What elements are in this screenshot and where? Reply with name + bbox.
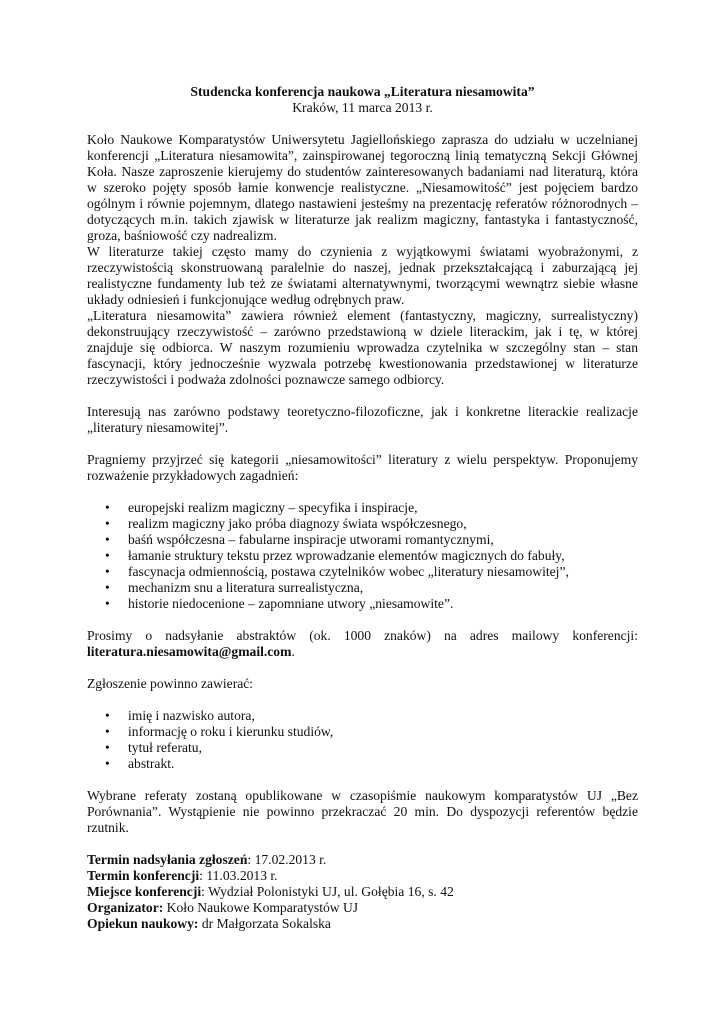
bullet-icon: •: [105, 756, 110, 771]
detail-label: Termin konferencji: [87, 868, 200, 883]
detail-row-organizer: [87, 900, 638, 916]
detail-label: Opiekun naukowy:: [87, 916, 199, 931]
intro-paragraph-2: W literaturze takiej często mamy do czynienia z wyjątkowymi światami wyobrażonymi, z rzeczywistością skonstruowaną paralelnie do naszej, jednak przekształcającą i zaburzającą jej realistyczne fundamenty lub też ze światami alternatywnymi, tworzącymi wewnątrz siebie własne układy odniesień i funkcjonujące według odrębnych praw.: [87, 244, 638, 307]
detail-row-deadline: [87, 852, 638, 868]
submission-item-text: imię i nazwisko autora,: [128, 708, 255, 723]
topic-text: historie niedocenione – zapomniane utwory „niesamowite”.: [128, 596, 454, 611]
intro-paragraph-1: Koło Naukowe Komparatystów Uniwersytetu Jagiellońskiego zaprasza do udziału w uczelnianej konferencji „Literatura niesamowita”, zainspirowanej tegoroczną linią tematyczną Sekcji Głównej Koła. Nasze zaproszenie kierujemy do studentów zainteresowanych badaniami nad literaturą, która w szeroko pojęty sposób łamie konwencje realistyczne. „Niesamowitość” jest pojęciem bardzo ogólnym i równie pojemnym, dlatego nastawieni jesteśmy na prezentację referatów różnorodnych – dotyczących m.in. takich zjawisk w literaturze jak realizm magiczny, fantastyka i fantastyczność, groza, baśniowość czy nadrealizm.: [87, 132, 638, 243]
publication-paragraph: Wybrane referaty zostaną opublikowane w czasopiśmie naukowym komparatystów UJ „Bez Porównania”. Wystąpienie nie powinno przekraczać 20 min. Do dyspozycji referentów będzie rzutnik.: [87, 788, 638, 835]
intro-paragraph-3: „Literatura niesamowita” zawiera również element (fantastyczny, magiczny, surrealistyczny) dekonstruujący rzeczywistość – zarówno przedstawioną w dziele literackim, jak i tę, w której znajduje się odbiorca. W naszym rozumieniu wprowadza czytelnika w szczególny stan – stan fascynacji, który jednocześnie wyzwala potrzebę kwestionowania przedstawionej w literaturze rzeczywistości i podważa zdolności poznawcze samego odbiorcy.: [87, 308, 638, 387]
abstract-end: .: [291, 644, 295, 659]
detail-label: Termin nadsyłania zgłoszeń: [87, 852, 248, 867]
topics-list: [87, 500, 638, 612]
detail-sep: :: [247, 852, 255, 867]
topic-text: fascynacja odmiennością, postawa czytelników wobec „literatury niesamowitej”,: [128, 564, 569, 579]
list-item: [87, 756, 638, 772]
interest-paragraph: Interesują nas zarówno podstawy teoretyczno-filozoficzne, jak i konkretne literackie realizacje „literatury niesamowitej”.: [87, 404, 638, 435]
bullet-icon: •: [105, 500, 110, 515]
bullet-icon: •: [105, 548, 110, 563]
detail-row-venue: [87, 884, 638, 900]
topics-intro: Pragniemy przyjrzeć się kategorii „niesamowitości” literatury z wielu perspektyw. Proponujemy rozważenie przykładowych zagadnień:: [87, 452, 638, 483]
topic-text: łamanie struktury tekstu przez wprowadzanie elementów magicznych do fabuły,: [128, 548, 565, 563]
bullet-icon: •: [105, 740, 110, 755]
list-item: [87, 532, 638, 548]
detail-row-date: [87, 868, 638, 884]
submission-item-text: abstrakt.: [128, 756, 175, 771]
document-title: Studencka konferencja naukowa „Literatura niesamowita”: [190, 84, 535, 99]
detail-sep: :: [199, 868, 207, 883]
bullet-icon: •: [105, 564, 110, 579]
submission-item-text: tytuł referatu,: [128, 740, 202, 755]
detail-row-supervisor: [87, 916, 638, 932]
bullet-icon: •: [105, 596, 110, 611]
list-item: [87, 708, 638, 724]
list-item: [87, 548, 638, 564]
email-address[interactable]: literatura.niesamowita@gmail.com: [87, 644, 292, 659]
detail-value: Koło Naukowe Komparatystów UJ: [166, 900, 359, 915]
list-item: [87, 564, 638, 580]
abstract-text: Prosimy o nadsyłanie abstraktów (ok. 1000 znaków) na adres mailowy konferencji:: [87, 628, 638, 643]
topic-text: europejski realizm magiczny – specyfika i inspiracje,: [128, 500, 418, 515]
detail-value: 11.03.2013 r.: [206, 868, 278, 883]
detail-label: Organizator:: [87, 900, 164, 915]
abstract-paragraph: [87, 628, 638, 660]
list-item: [87, 580, 638, 596]
list-item: [87, 596, 638, 612]
detail-value: 17.02.2013 r.: [254, 852, 327, 867]
bullet-icon: •: [105, 532, 110, 547]
detail-sep: :: [201, 884, 209, 899]
bullet-icon: •: [105, 580, 110, 595]
bullet-icon: •: [105, 708, 110, 723]
list-item: [87, 516, 638, 532]
document-page: [87, 84, 638, 932]
list-item: [87, 740, 638, 756]
detail-value: Wydział Polonistyki UJ, ul. Gołębia 16, s. 42: [208, 884, 454, 899]
topic-text: baśń współczesna – fabularne inspiracje utworami romantycznymi,: [128, 532, 494, 547]
header: [87, 84, 638, 116]
submission-list: [87, 708, 638, 772]
place-date: Kraków, 11 marca 2013 r.: [292, 100, 433, 115]
conference-details: [87, 852, 638, 932]
bullet-icon: •: [105, 516, 110, 531]
topic-text: realizm magiczny jako próba diagnozy świata współczesnego,: [128, 516, 467, 531]
submission-item-text: informację o roku i kierunku studiów,: [128, 724, 334, 739]
detail-label: Miejsce konferencji: [87, 884, 202, 899]
submission-intro: Zgłoszenie powinno zawierać:: [87, 676, 254, 691]
detail-value: dr Małgorzata Sokalska: [201, 916, 331, 931]
list-item: [87, 500, 638, 516]
bullet-icon: •: [105, 724, 110, 739]
list-item: [87, 724, 638, 740]
topic-text: mechanizm snu a literatura surrealistyczna,: [128, 580, 364, 595]
